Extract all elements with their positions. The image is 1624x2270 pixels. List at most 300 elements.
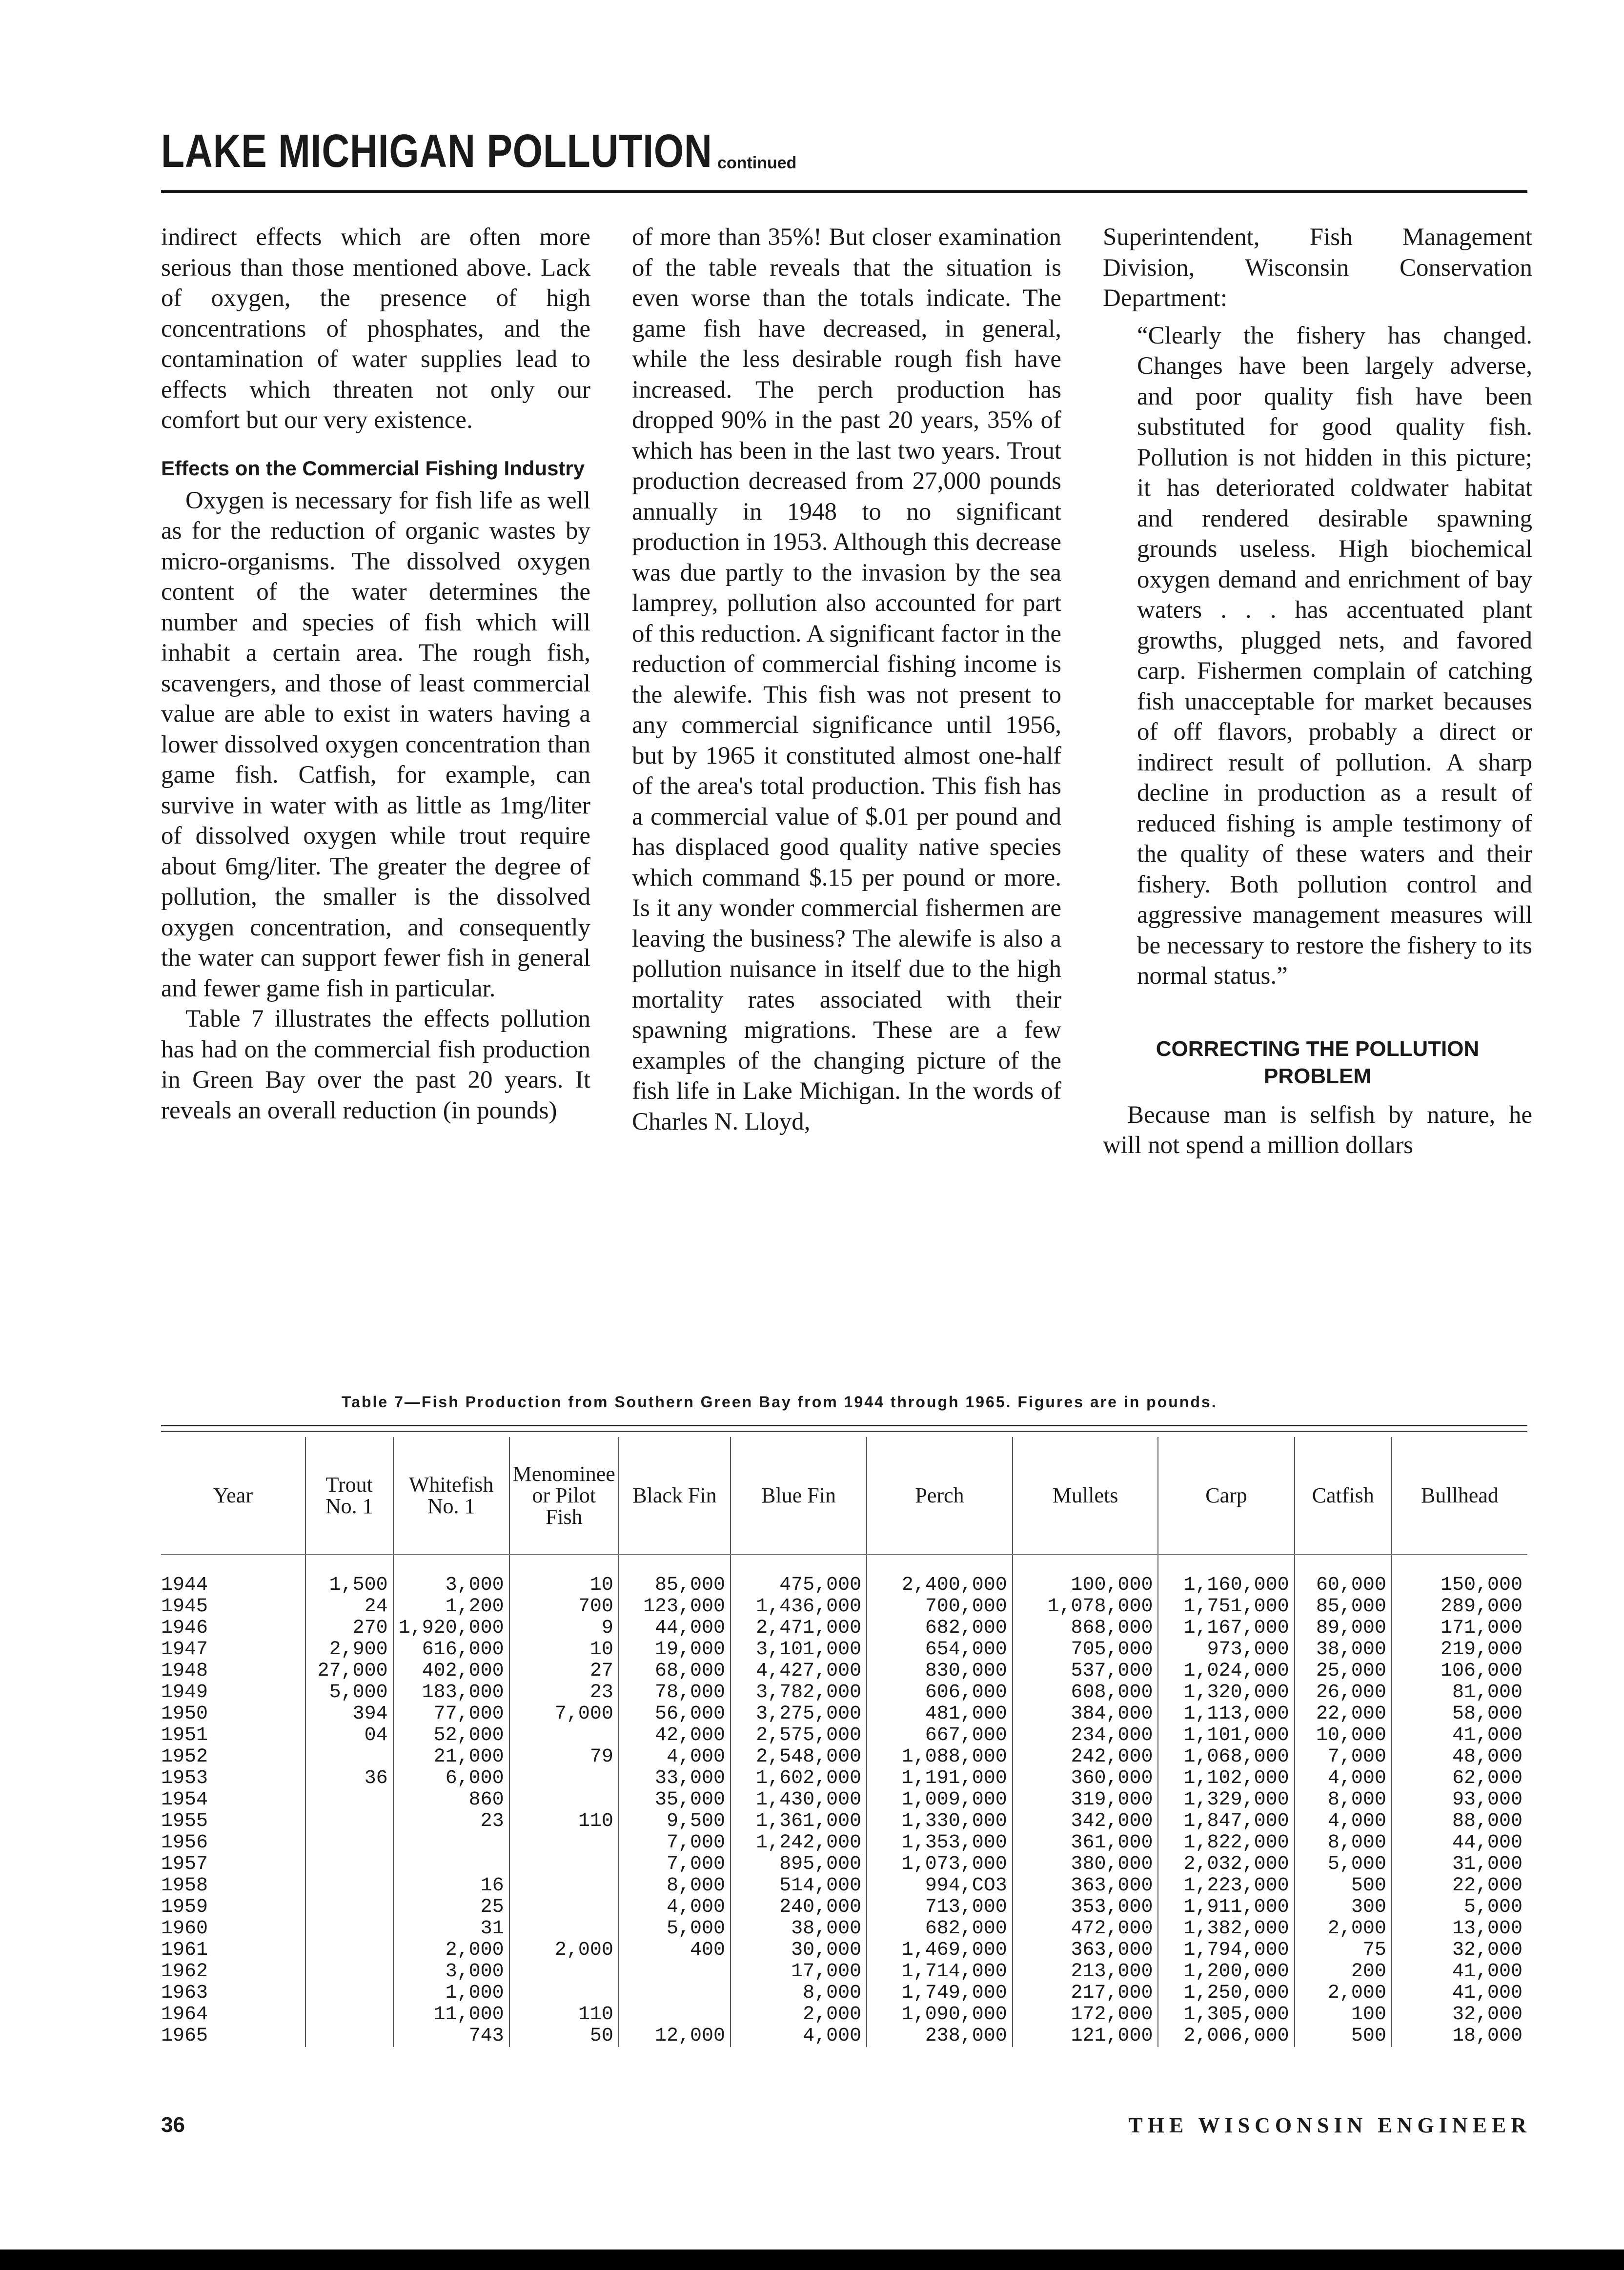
- table-cell: 1,911,000: [1158, 1897, 1294, 1918]
- table-cell: 667,000: [867, 1725, 1013, 1746]
- table-cell: 23: [509, 1682, 619, 1703]
- table-cell: 8,000: [619, 1875, 731, 1897]
- page-header: [161, 124, 1527, 178]
- table-cell: 300: [1295, 1897, 1392, 1918]
- table-cell: 1946: [161, 1617, 208, 1639]
- table-cell: 270: [305, 1618, 393, 1639]
- table-cell: 10: [509, 1639, 619, 1661]
- table-cell: 1,469,000: [867, 1940, 1013, 1961]
- table-cell: 1,500: [305, 1555, 393, 1596]
- table-cell: 1,320,000: [1158, 1682, 1294, 1703]
- table-cell: 2,000: [1295, 1918, 1392, 1940]
- table-cell: 3,000: [393, 1961, 509, 1983]
- column-header: Black Fin: [619, 1437, 731, 1555]
- table-cell: 5,000: [1392, 1897, 1527, 1918]
- table-row: [161, 1746, 1527, 1768]
- table-cell: 1,000: [393, 1983, 509, 2004]
- table-cell: [509, 1875, 619, 1897]
- table-cell: 1,167,000: [1158, 1618, 1294, 1639]
- table-cell: 8,000: [731, 1983, 867, 2004]
- table-row: [161, 1682, 1527, 1703]
- table-cell: 77,000: [393, 1703, 509, 1725]
- table-cell: 868,000: [1013, 1618, 1158, 1639]
- column-header: Catfish: [1295, 1437, 1392, 1555]
- table-cell: 402,000: [393, 1661, 509, 1682]
- text-column-2: [632, 222, 1061, 1137]
- table-cell: 1,024,000: [1158, 1661, 1294, 1682]
- table-cell: 2,000: [393, 1940, 509, 1961]
- table-cell: 42,000: [619, 1725, 731, 1746]
- table-row: [161, 1789, 1527, 1811]
- table-cell: 1,102,000: [1158, 1768, 1294, 1789]
- table-cell: 1,436,000: [731, 1596, 867, 1618]
- table-cell: 363,000: [1013, 1875, 1158, 1897]
- paragraph: Table 7 illustrates the effects pollution has had on the commercial fish production in Green Bay over the past 20 years. It reveals an overall reduction (in pounds): [161, 1005, 590, 1124]
- table-cell: 1,382,000: [1158, 1918, 1294, 1940]
- continued-label: continued: [717, 154, 797, 172]
- table-cell: 1,078,000: [1013, 1596, 1158, 1618]
- table-cell: 1,305,000: [1158, 2004, 1294, 2026]
- table-cell: [509, 1832, 619, 1854]
- table-header-row: [161, 1437, 1527, 1555]
- table-cell: 1955: [161, 1810, 208, 1832]
- table-cell: 23: [393, 1811, 509, 1832]
- table-cell: 3,275,000: [731, 1703, 867, 1725]
- table-cell: 38,000: [731, 1918, 867, 1940]
- table-row: [161, 1618, 1527, 1639]
- table-cell: 361,000: [1013, 1832, 1158, 1854]
- table-cell: 121,000: [1013, 2026, 1158, 2047]
- table-cell: 1950: [161, 1703, 208, 1725]
- paragraph: Oxygen is necessary for fish life as well as for the reduction of organic wastes by micro-organisms. The dissolved oxygen content of the water determines the number and species of fish which will inhabit a certain area. The rough fish, scavengers, and those of least commercial value are able to exist in waters having a lower dissolved oxygen concentration than game fish. Catfish, for example, can survive in water with as little as 1mg/liter of dissolved oxygen while trout require about 6mg/liter. The greater the degree of pollution, the smaller is the dissolved oxygen concentration, and consequently the water can support fewer fish in general and fewer game fish in particular.: [161, 486, 590, 1002]
- table-cell: 27: [509, 1661, 619, 1682]
- table-cell: 1,200,000: [1158, 1961, 1294, 1983]
- table-cell: 481,000: [867, 1703, 1013, 1725]
- table-cell: 60,000: [1295, 1555, 1392, 1596]
- table-cell: 10,000: [1295, 1725, 1392, 1746]
- table-cell: 363,000: [1013, 1940, 1158, 1961]
- table-row: [161, 1555, 1527, 1596]
- table-cell: 7,000: [619, 1832, 731, 1854]
- table-cell: 5,000: [1295, 1854, 1392, 1875]
- table-cell: 2,548,000: [731, 1746, 867, 1768]
- table-cell: 1963: [161, 1982, 208, 2004]
- table-cell: 32,000: [1392, 1940, 1527, 1961]
- column-header: Carp: [1158, 1437, 1294, 1555]
- table-cell: [305, 2026, 393, 2047]
- table-row: [161, 1811, 1527, 1832]
- table-cell: 1,250,000: [1158, 1983, 1294, 2004]
- table-cell: 1,749,000: [867, 1983, 1013, 2004]
- table-row: [161, 1661, 1527, 1682]
- table-cell: [305, 1746, 393, 1768]
- table-cell: 2,900: [305, 1639, 393, 1661]
- table-cell: 18,000: [1392, 2026, 1527, 2047]
- table-cell: [305, 1832, 393, 1854]
- table-cell: 11,000: [393, 2004, 509, 2026]
- paragraph: indirect effects which are often more serious than those mentioned above. Lack of oxygen, the presence of high concentrations of phosphates, and the contamination of water supplies lead to effects which threaten not only our comfort but our very existence.: [161, 223, 590, 434]
- table-cell: 700,000: [867, 1596, 1013, 1618]
- table-cell: 52,000: [393, 1725, 509, 1746]
- table-cell: 48,000: [1392, 1746, 1527, 1768]
- table-cell: 2,006,000: [1158, 2026, 1294, 2047]
- table-cell: 110: [509, 1811, 619, 1832]
- table-cell: 93,000: [1392, 1789, 1527, 1811]
- table-cell: 514,000: [731, 1875, 867, 1897]
- table-cell: [619, 1961, 731, 1983]
- table-cell: 860: [393, 1789, 509, 1811]
- table-cell: 2,471,000: [731, 1618, 867, 1639]
- table-cell: 242,000: [1013, 1746, 1158, 1768]
- table-cell: 1,242,000: [731, 1832, 867, 1854]
- table-cell: 13,000: [1392, 1918, 1527, 1940]
- table-cell: 81,000: [1392, 1682, 1527, 1703]
- table-top-rule: [161, 1425, 1527, 1426]
- table-cell: 1,073,000: [867, 1854, 1013, 1875]
- table-cell: 89,000: [1295, 1618, 1392, 1639]
- table-cell: 380,000: [1013, 1854, 1158, 1875]
- table-cell: [305, 1940, 393, 1961]
- table-cell: 1,068,000: [1158, 1746, 1294, 1768]
- table-cell: 1,191,000: [867, 1768, 1013, 1789]
- table-cell: 353,000: [1013, 1897, 1158, 1918]
- table-cell: 234,000: [1013, 1725, 1158, 1746]
- table-cell: 56,000: [619, 1703, 731, 1725]
- table-cell: 79: [509, 1746, 619, 1768]
- table-cell: 3,782,000: [731, 1682, 867, 1703]
- table-cell: 682,000: [867, 1618, 1013, 1639]
- table-cell: 500: [1295, 1875, 1392, 1897]
- table-row: [161, 1854, 1527, 1875]
- table-body: [161, 1555, 1527, 2047]
- table-cell: 1965: [161, 2025, 208, 2047]
- table-cell: 4,000: [619, 1746, 731, 1768]
- table-cell: 994,CO3: [867, 1875, 1013, 1897]
- table-cell: 1,101,000: [1158, 1725, 1294, 1746]
- table-cell: 1948: [161, 1660, 208, 1682]
- table-cell: 713,000: [867, 1897, 1013, 1918]
- block-quote: “Clearly the fishery has changed. Changes have been largely adverse, and poor quality fish have been substituted for good quality fish. Pollution is not hidden in this picture; it has deteriorated coldwater habitat and rendered desirable spawning grounds useless. High biochemical oxygen demand and enrichment of bay waters . . . has accentuated plant growths, plugged nets, and favored carp. Fishermen complain of catching fish unacceptable for market becauses of off flavors, probably a direct or indirect result of pollution. A sharp decline in production as a result of reduced fishing is ample testimony of the quality of these waters and their fishery. Both pollution control and aggressive management measures will be necessary to restore the fishery to its normal status.”: [1137, 322, 1532, 990]
- table-cell: 9: [509, 1618, 619, 1639]
- table-cell: 1,794,000: [1158, 1940, 1294, 1961]
- table-cell: 1,430,000: [731, 1789, 867, 1811]
- table-cell: [393, 1832, 509, 1854]
- table-cell: 705,000: [1013, 1639, 1158, 1661]
- table-cell: 1,113,000: [1158, 1703, 1294, 1725]
- table-cell: 25,000: [1295, 1661, 1392, 1682]
- table-cell: 1954: [161, 1789, 208, 1811]
- table-cell: 1944: [161, 1574, 208, 1596]
- column-header: Bullhead: [1392, 1437, 1527, 1555]
- table-cell: 7,000: [619, 1854, 731, 1875]
- table-cell: 8,000: [1295, 1789, 1392, 1811]
- paragraph: of more than 35%! But closer examination of the table reveals that the situation is even worse than the totals indicate. The game fish have decreased, in general, while the less desirable rough fish have increased. The perch production has dropped 90% in the past 20 years, 35% of which has been in the last two years. Trout production decreased from 27,000 pounds annually in 1948 to no significant production in 1953. Although this decrease was due partly to the invasion by the sea lamprey, pollution also accounted for part of this reduction. A significant factor in the reduction of commercial fishing income is the alewife. This fish was not present to any commercial significance until 1956, but by 1965 it constituted almost one-half of the area's total production. This fish has a commercial value of $.01 per pound and has displaced good quality native species which command $.15 per pound or more. Is it any wonder commercial fishermen are leaving the business? The alewife is also a pollution nuisance in itself due to the high mortality rates associated with their spawning migrations. These are a few examples of the changing picture of the fish life in Lake Michigan. In the words of Charles N. Lloyd,: [632, 223, 1061, 1135]
- column-header: Blue Fin: [731, 1437, 867, 1555]
- table-cell: 41,000: [1392, 1983, 1527, 2004]
- table-cell: 62,000: [1392, 1768, 1527, 1789]
- page-number: 36: [161, 2113, 185, 2137]
- table-cell: 1,160,000: [1158, 1555, 1294, 1596]
- table-cell: 616,000: [393, 1639, 509, 1661]
- table-cell: 17,000: [731, 1961, 867, 1983]
- section-heading: Effects on the Commercial Fishing Industry: [161, 456, 585, 480]
- table-cell: 12,000: [619, 2026, 731, 2047]
- table-cell: [509, 1768, 619, 1789]
- table-cell: 654,000: [867, 1639, 1013, 1661]
- table-cell: [305, 1854, 393, 1875]
- table-cell: 58,000: [1392, 1703, 1527, 1725]
- table-cell: 394: [305, 1703, 393, 1725]
- table-cell: 50: [509, 2026, 619, 2047]
- table-cell: 1,751,000: [1158, 1596, 1294, 1618]
- table-cell: 22,000: [1392, 1875, 1527, 1897]
- table-cell: 1,353,000: [867, 1832, 1013, 1854]
- table-cell: 78,000: [619, 1682, 731, 1703]
- table-cell: 1961: [161, 1939, 208, 1961]
- table-cell: 150,000: [1392, 1555, 1527, 1596]
- table-cell: 4,000: [731, 2026, 867, 2047]
- table-cell: 1,714,000: [867, 1961, 1013, 1983]
- table-cell: 36: [305, 1768, 393, 1789]
- table-cell: 472,000: [1013, 1918, 1158, 1940]
- table-cell: 830,000: [867, 1661, 1013, 1682]
- text-column-3: [1103, 222, 1532, 1161]
- table-cell: 1,847,000: [1158, 1811, 1294, 1832]
- table-cell: 44,000: [619, 1618, 731, 1639]
- table-cell: 384,000: [1013, 1703, 1158, 1725]
- column-header: Whitefish No. 1: [393, 1437, 509, 1555]
- table-cell: 3,101,000: [731, 1639, 867, 1661]
- table-cell: 38,000: [1295, 1639, 1392, 1661]
- table-cell: 32,000: [1392, 2004, 1527, 2026]
- table-row: [161, 1768, 1527, 1789]
- table-cell: 4,000: [1295, 1811, 1392, 1832]
- table-cell: [509, 1789, 619, 1811]
- table-cell: [305, 2004, 393, 2026]
- table-cell: 85,000: [1295, 1596, 1392, 1618]
- table-cell: 1,361,000: [731, 1811, 867, 1832]
- table-cell: 19,000: [619, 1639, 731, 1661]
- table-row: [161, 1918, 1527, 1940]
- paragraph: Superintendent, Fish Management Division, Wisconsin Conservation Department:: [1103, 223, 1532, 312]
- table-cell: 1953: [161, 1767, 208, 1789]
- table-cell: 27,000: [305, 1661, 393, 1682]
- table-cell: 1958: [161, 1875, 208, 1897]
- table-cell: 4,000: [619, 1897, 731, 1918]
- scan-edge: [0, 2250, 1624, 2270]
- table-cell: 743: [393, 2026, 509, 2047]
- table-cell: 2,000: [731, 2004, 867, 2026]
- table-cell: 2,000: [1295, 1983, 1392, 2004]
- table-cell: 289,000: [1392, 1596, 1527, 1618]
- section-heading: CORRECTING THE POLLUTION PROBLEM: [1156, 1036, 1480, 1088]
- table-row: [161, 2026, 1527, 2047]
- column-header: Mullets: [1013, 1437, 1158, 1555]
- table-cell: 16: [393, 1875, 509, 1897]
- table-cell: 213,000: [1013, 1961, 1158, 1983]
- table-cell: 183,000: [393, 1682, 509, 1703]
- table-cell: 100: [1295, 2004, 1392, 2026]
- table-cell: 5,000: [619, 1918, 731, 1940]
- table-cell: 10: [509, 1555, 619, 1596]
- table-cell: [509, 1918, 619, 1940]
- table-cell: 4,427,000: [731, 1661, 867, 1682]
- table-cell: 3,000: [393, 1555, 509, 1596]
- table-row: [161, 1832, 1527, 1854]
- article-title: LAKE MICHIGAN POLLUTION: [161, 125, 712, 177]
- table-cell: 1962: [161, 1961, 208, 1983]
- publication-name: THE WISCONSIN ENGINEER: [1128, 2113, 1531, 2137]
- table-cell: [305, 1918, 393, 1940]
- table-cell: 895,000: [731, 1854, 867, 1875]
- table-cell: 1949: [161, 1682, 208, 1703]
- table-cell: 400: [619, 1940, 731, 1961]
- table-row: [161, 1639, 1527, 1661]
- table-row: [161, 1725, 1527, 1746]
- table-cell: 9,500: [619, 1811, 731, 1832]
- table-cell: 04: [305, 1725, 393, 1746]
- text-column-1: [161, 222, 590, 1126]
- column-header: Year: [161, 1437, 305, 1555]
- table-cell: 1,200: [393, 1596, 509, 1618]
- paragraph: Because man is selfish by nature, he will not spend a million dollars: [1103, 1101, 1532, 1159]
- table-cell: [393, 1854, 509, 1875]
- table-cell: 68,000: [619, 1661, 731, 1682]
- table-cell: 6,000: [393, 1768, 509, 1789]
- table-row: [161, 1940, 1527, 1961]
- table-cell: 342,000: [1013, 1811, 1158, 1832]
- table-cell: 1951: [161, 1724, 208, 1746]
- table-row: [161, 1961, 1527, 1983]
- table-cell: 537,000: [1013, 1661, 1158, 1682]
- table-cell: 1956: [161, 1832, 208, 1854]
- table-cell: 31,000: [1392, 1854, 1527, 1875]
- table-row: [161, 1875, 1527, 1897]
- table-cell: 238,000: [867, 2026, 1013, 2047]
- table-cell: 172,000: [1013, 2004, 1158, 2026]
- table-cell: 100,000: [1013, 1555, 1158, 1596]
- table-cell: [305, 1789, 393, 1811]
- table-row: [161, 2004, 1527, 2026]
- table-cell: 319,000: [1013, 1789, 1158, 1811]
- table-cell: 106,000: [1392, 1661, 1527, 1682]
- table-cell: [509, 1725, 619, 1746]
- table-cell: 41,000: [1392, 1961, 1527, 1983]
- column-header: Menominee or Pilot Fish: [509, 1437, 619, 1555]
- column-header: Trout No. 1: [305, 1437, 393, 1555]
- table-cell: [509, 1983, 619, 2004]
- table-cell: 973,000: [1158, 1639, 1294, 1661]
- table-cell: 1960: [161, 1918, 208, 1940]
- header-rule: [161, 190, 1527, 193]
- table-cell: [509, 1854, 619, 1875]
- table-cell: 30,000: [731, 1940, 867, 1961]
- table-cell: 219,000: [1392, 1639, 1527, 1661]
- table-cell: [305, 1875, 393, 1897]
- table-cell: 4,000: [1295, 1768, 1392, 1789]
- table-cell: [509, 1961, 619, 1983]
- table-cell: [509, 1897, 619, 1918]
- table-cell: 171,000: [1392, 1618, 1527, 1639]
- table-cell: 1,088,000: [867, 1746, 1013, 1768]
- fish-production-table: [161, 1437, 1527, 2047]
- table-cell: 1952: [161, 1746, 208, 1768]
- table-cell: 22,000: [1295, 1703, 1392, 1725]
- table-cell: 1,223,000: [1158, 1875, 1294, 1897]
- column-header: Perch: [867, 1437, 1013, 1555]
- table-cell: 31: [393, 1918, 509, 1940]
- table-cell: 1959: [161, 1896, 208, 1918]
- table-cell: 1947: [161, 1639, 208, 1661]
- table-cell: 1,920,000: [393, 1618, 509, 1639]
- table-cell: 360,000: [1013, 1768, 1158, 1789]
- table-cell: [305, 1811, 393, 1832]
- table-cell: 500: [1295, 2026, 1392, 2047]
- table-cell: 240,000: [731, 1897, 867, 1918]
- table-cell: [619, 1983, 731, 2004]
- table-row: [161, 1897, 1527, 1918]
- table-row: [161, 1596, 1527, 1618]
- table-cell: 1964: [161, 2004, 208, 2026]
- table-cell: 608,000: [1013, 1682, 1158, 1703]
- table-cell: 35,000: [619, 1789, 731, 1811]
- table-cell: 5,000: [305, 1682, 393, 1703]
- table-cell: 44,000: [1392, 1832, 1527, 1854]
- table-cell: 700: [509, 1596, 619, 1618]
- table-cell: 2,575,000: [731, 1725, 867, 1746]
- table-cell: [305, 1897, 393, 1918]
- table-cell: [619, 2004, 731, 2026]
- table-cell: 33,000: [619, 1768, 731, 1789]
- table-cell: 1945: [161, 1596, 208, 1618]
- table-cell: 1,329,000: [1158, 1789, 1294, 1811]
- table-cell: 2,000: [509, 1940, 619, 1961]
- table-row: [161, 1703, 1527, 1725]
- table-cell: 88,000: [1392, 1811, 1527, 1832]
- table-cell: 200: [1295, 1961, 1392, 1983]
- table-cell: 1,009,000: [867, 1789, 1013, 1811]
- table-cell: 25: [393, 1897, 509, 1918]
- table-cell: 110: [509, 2004, 619, 2026]
- table-cell: 682,000: [867, 1918, 1013, 1940]
- table-cell: 1,602,000: [731, 1768, 867, 1789]
- table-cell: 26,000: [1295, 1682, 1392, 1703]
- table-cell: 85,000: [619, 1555, 731, 1596]
- table-row: [161, 1983, 1527, 2004]
- table-cell: [305, 1983, 393, 2004]
- table-top-rule: [161, 1431, 1527, 1432]
- table-cell: 1,090,000: [867, 2004, 1013, 2026]
- table-cell: 2,032,000: [1158, 1854, 1294, 1875]
- table-cell: 123,000: [619, 1596, 731, 1618]
- table-cell: 475,000: [731, 1555, 867, 1596]
- table-cell: 7,000: [1295, 1746, 1392, 1768]
- table-cell: 2,400,000: [867, 1555, 1013, 1596]
- table-cell: 217,000: [1013, 1983, 1158, 2004]
- table-cell: [305, 1961, 393, 1983]
- table-caption: Table 7—Fish Production from Southern Green Bay from 1944 through 1965. Figures are in pounds.: [342, 1393, 1218, 1411]
- table-cell: 21,000: [393, 1746, 509, 1768]
- table-cell: 41,000: [1392, 1725, 1527, 1746]
- table-cell: 1957: [161, 1853, 208, 1875]
- table-cell: 1,330,000: [867, 1811, 1013, 1832]
- table-cell: 1,822,000: [1158, 1832, 1294, 1854]
- table-cell: 8,000: [1295, 1832, 1392, 1854]
- table-cell: 24: [305, 1596, 393, 1618]
- table-cell: 75: [1295, 1940, 1392, 1961]
- table-cell: 606,000: [867, 1682, 1013, 1703]
- table-cell: 7,000: [509, 1703, 619, 1725]
